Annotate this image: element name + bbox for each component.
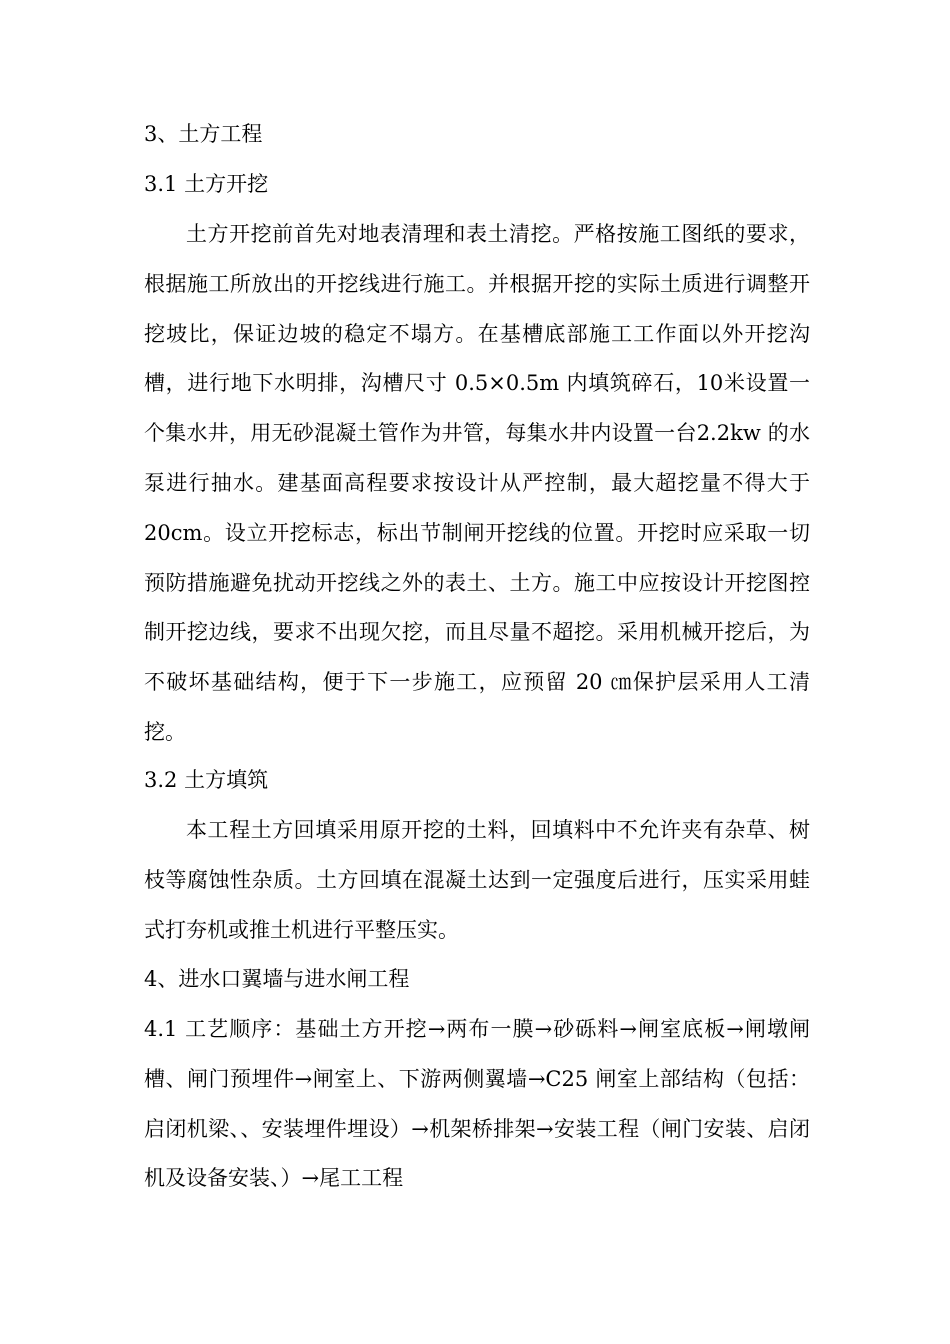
section-4-1-body: 4.1 工艺顺序：基础土方开挖→两布一膜→砂砾料→闸室底板→闸墩闸槽、闸门预埋件→闸室上、下游两侧翼墙→C25 闸室上部结构（包括：启闭机梁、、安装埋件埋设）→机架桥排架→安装工程（闸门安装、启闭机及设备安装、）→尾工工程: [144, 1017, 810, 1191]
section-3-1-title: 3.1 土方开挖: [144, 172, 269, 196]
section-3-2-body: 本工程土方回填采用原开挖的土料，回填料中不允许夹有杂草、树枝等腐蚀性杂质。土方回填在混凝土达到一定强度后进行，压实采用蛙式打夯机或推土机进行平整压实。: [144, 818, 810, 942]
section-3-2-title: 3.2 土方填筑: [144, 768, 269, 792]
section-4-title: 4、进水口翼墙与进水闸工程: [144, 967, 410, 991]
section-3-title: 3、土方工程: [144, 122, 263, 146]
section-3-1-body: 土方开挖前首先对地表清理和表土清挖。严格按施工图纸的要求，根据施工所放出的开挖线进行施工。并根据开挖的实际土质进行调整开挖坡比，保证边坡的稳定不塌方。在基槽底部施工工作面以外开挖沟槽，进行地下水明排，沟槽尺寸 0.5×0.5m 内填筑碎石，10米设置一个集水井，用无砂混凝土管作为井管，每集水井内设置一台2.2kw 的水泵进行抽水。建基面高程要求按设计从严控制，最大超挖量不得大于 20cm。设立开挖标志，标出节制闸开挖线的位置。开挖时应采取一切预防措施避免扰动开挖线之外的表土、土方。施工中应按设计开挖图控制开挖边线，要求不出现欠挖，而且尽量不超挖。采用机械开挖后，为不破坏基础结构，便于下一步施工，应预留 20 ㎝保护层采用人工清挖。: [144, 222, 810, 744]
